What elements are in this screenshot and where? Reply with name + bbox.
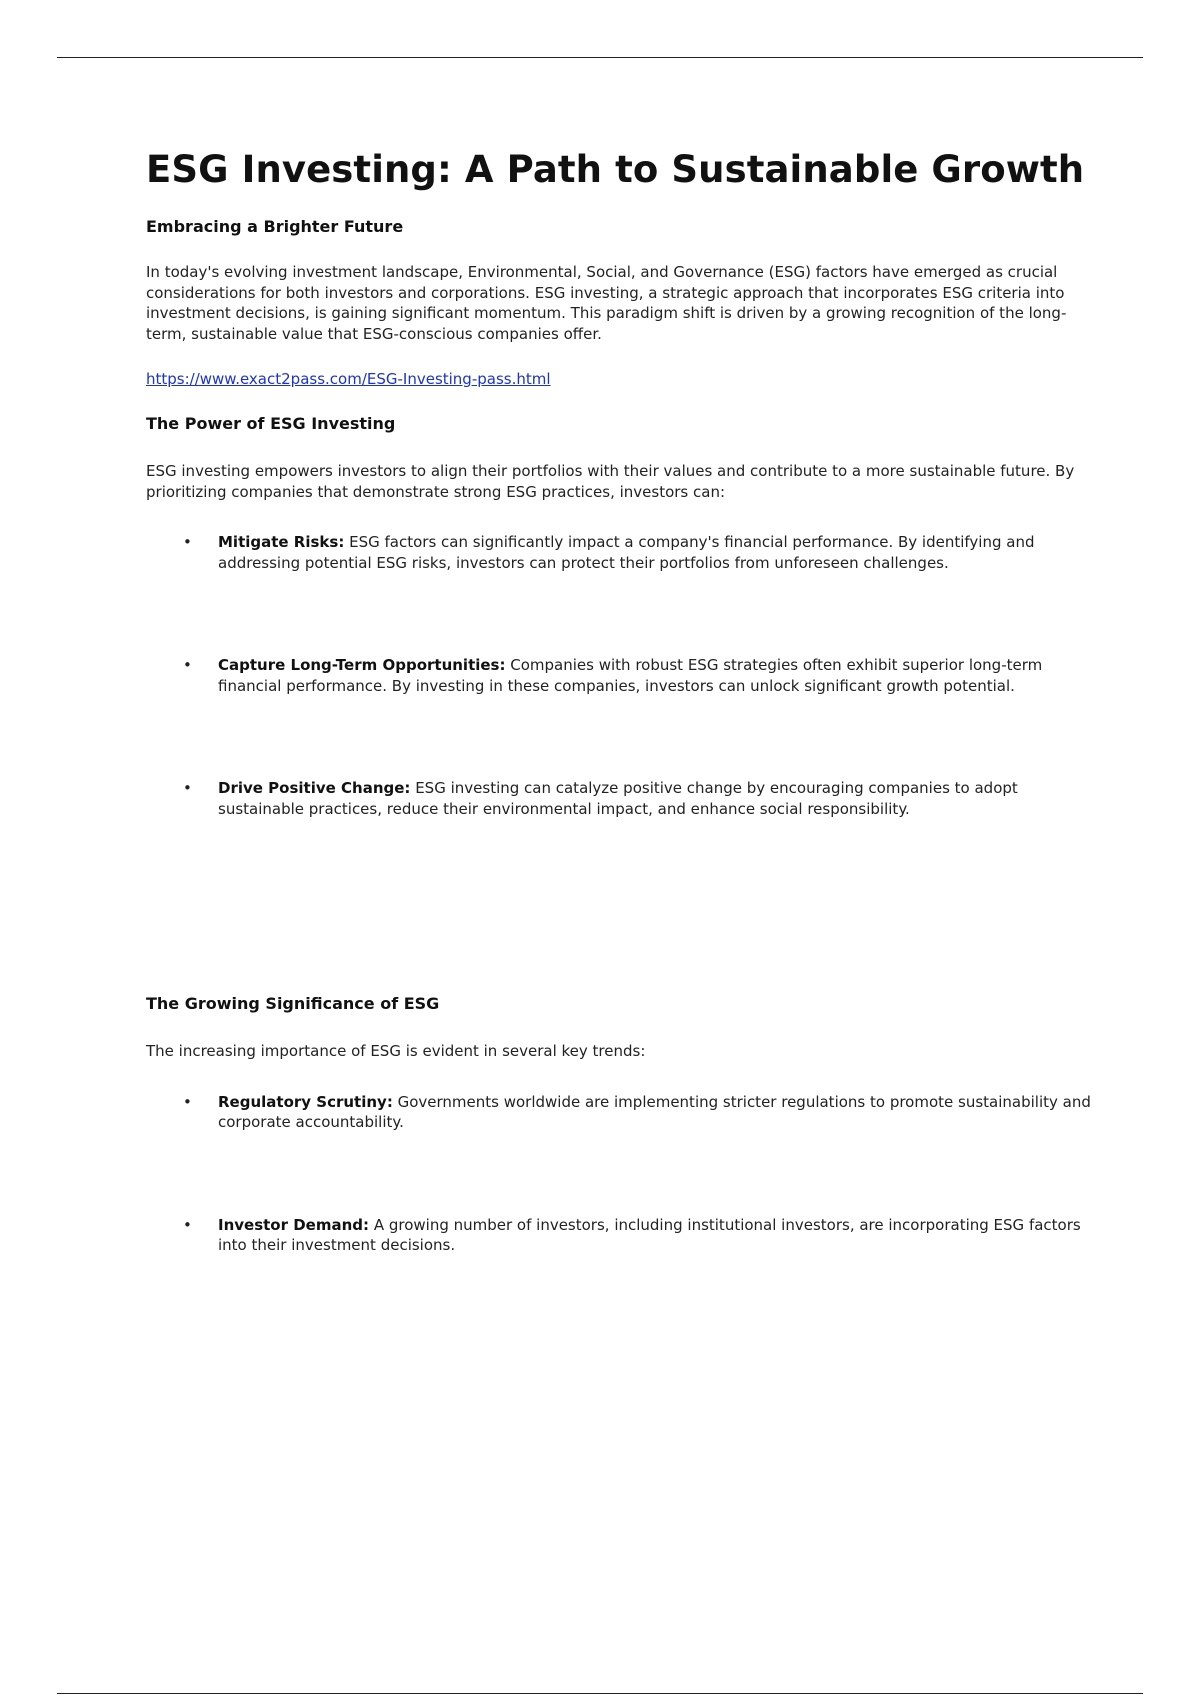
power-intro-paragraph: ESG investing empowers investors to align their portfolios with their values and contribute to a more sustainable future. By prioritizing companies that demonstrate strong ESG practices, investors can: — [146, 462, 1075, 501]
section-heading-growing: The Growing Significance of ESG — [146, 994, 440, 1013]
bullet-text: ESG factors can significantly impact a company's financial performance. By identifying and addressing potential ESG risks, investors can protect their portfolios from unforeseen challenges. — [218, 533, 1035, 572]
bullet-icon: • — [183, 1215, 192, 1234]
bullet-term: Capture Long-Term Opportunities: — [218, 656, 506, 674]
growing-bullet-list — [146, 1092, 1096, 1256]
power-bullet-list — [146, 532, 1096, 819]
bullet-icon: • — [183, 656, 192, 674]
bullet-icon: • — [183, 533, 192, 551]
bullet-term: Investor Demand: — [218, 1215, 370, 1234]
section-heading-power: The Power of ESG Investing — [146, 414, 396, 433]
link-container — [146, 369, 1096, 389]
list-item — [146, 532, 1096, 573]
growing-intro-paragraph: The increasing importance of ESG is evident in several key trends: — [146, 1042, 646, 1060]
bullet-term: Drive Positive Change: — [218, 779, 411, 797]
page-title: ESG Investing: A Path to Sustainable Growth — [146, 148, 1085, 191]
bullet-term: Mitigate Risks: — [218, 533, 345, 551]
bullet-text: A growing number of investors, including institutional investors, are incorporating ESG factors into their investment decisions. — [218, 1215, 1081, 1254]
list-item — [146, 778, 1096, 819]
exam-link[interactable]: https://www.exact2pass.com/ESG-Investing-pass.html — [146, 370, 551, 388]
list-item — [146, 655, 1096, 696]
bullet-text: Companies with robust ESG strategies often exhibit superior long-term financial performance. By investing in these companies, investors can unlock significant growth potential. — [218, 656, 1043, 695]
bullet-text: Governments worldwide are implementing stricter regulations to promote sustainability and corporate accountability. — [218, 1092, 1091, 1131]
top-divider — [57, 57, 1143, 58]
bullet-icon: • — [183, 1092, 192, 1111]
document-body — [146, 140, 1096, 1256]
intro-paragraph: In today's evolving investment landscape, Environmental, Social, and Governance (ESG) factors have emerged as crucial considerations for both investors and corporations. ESG investing, a strategic approach that incorporates ESG criteria into investment decisions, is gaining significant momentum. This paradigm shift is driven by a growing recognition of the long-term, sustainable value that ESG-conscious companies offer. — [146, 263, 1067, 343]
list-item — [146, 1215, 1096, 1256]
section-heading-embracing: Embracing a Brighter Future — [146, 217, 404, 236]
bullet-term: Regulatory Scrutiny: — [218, 1092, 393, 1111]
bullet-text: ESG investing can catalyze positive change by encouraging companies to adopt sustainable practices, reduce their environmental impact, and enhance social responsibility. — [218, 779, 1018, 818]
bullet-icon: • — [183, 779, 192, 797]
list-item — [146, 1092, 1096, 1133]
bottom-divider — [57, 1693, 1143, 1694]
